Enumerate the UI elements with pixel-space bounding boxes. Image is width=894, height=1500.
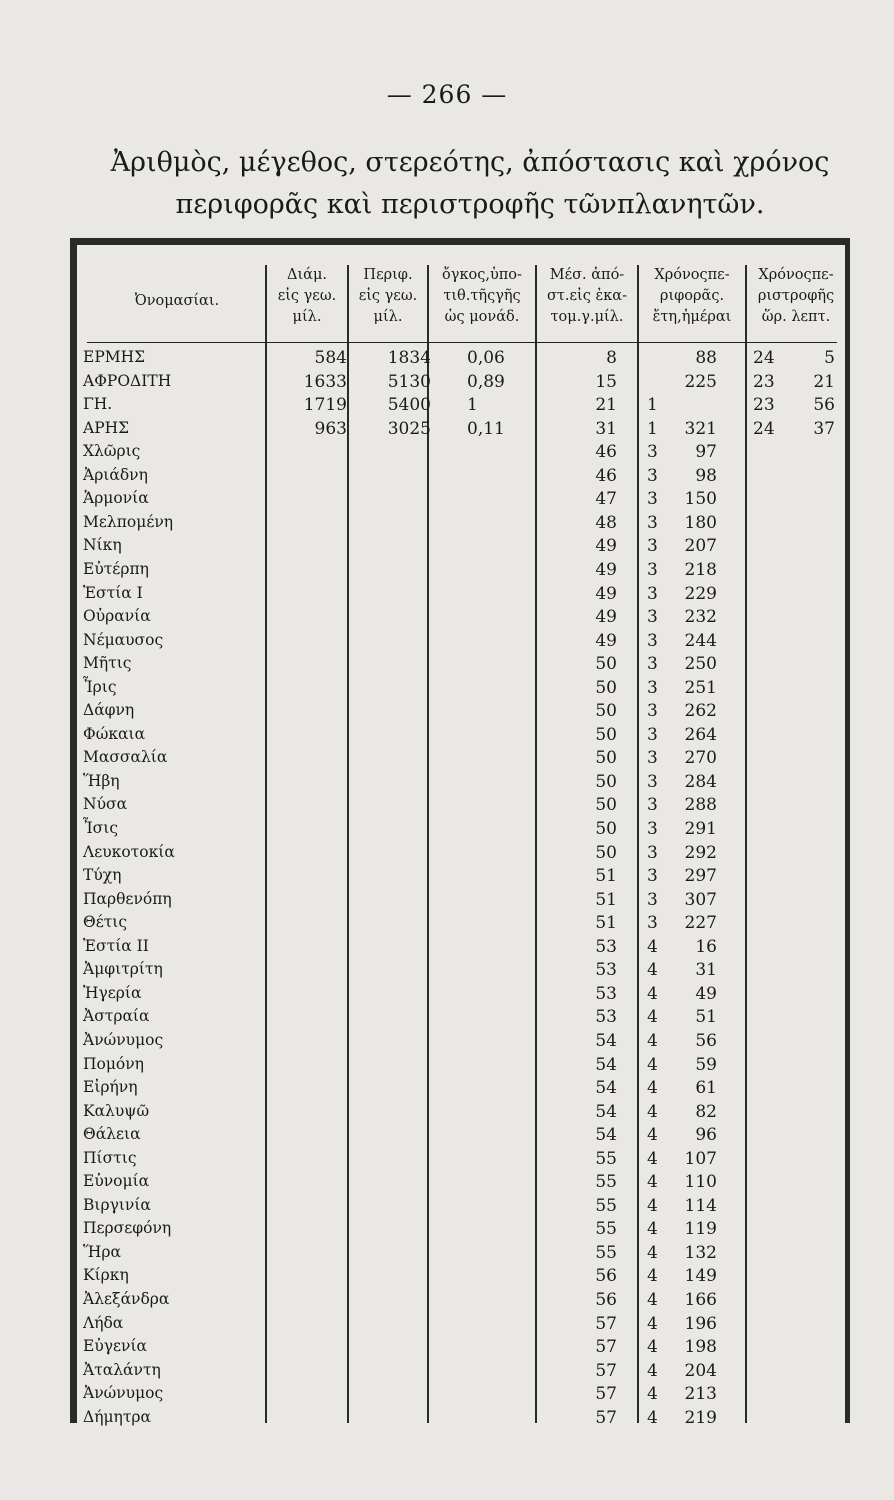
cell-yrs: 3: [647, 842, 658, 863]
page-title: [110, 142, 830, 226]
cell-yrs: 4: [647, 983, 658, 1004]
cell-name: Οὐρανία: [83, 607, 151, 626]
cell-mins: 37: [813, 418, 835, 439]
cell-days: 225: [684, 371, 717, 392]
cell-dist: 54: [595, 1030, 617, 1051]
cell-yrs: 4: [647, 936, 658, 957]
cell-yrs: 4: [647, 1219, 658, 1240]
cell-dist: 50: [595, 654, 617, 675]
cell-dist: 55: [595, 1148, 617, 1169]
cell-yrs: 4: [647, 1313, 658, 1334]
cell-yrs: 3: [647, 771, 658, 792]
cell-yrs: 4: [647, 1148, 658, 1169]
cell-name: Καλυψῶ: [83, 1101, 150, 1120]
cell-days: 229: [684, 583, 717, 604]
header-name: Ὀνομασίαι.: [134, 293, 220, 309]
header-volume: ὄγκος,ὑπο- τιθ.τῆςγῆς ὡς μονάδ.: [442, 267, 522, 325]
cell-days: 59: [695, 1054, 717, 1075]
cell-name: Ἀταλάντη: [83, 1360, 161, 1379]
table-row: [77, 913, 857, 937]
cell-dist: 50: [595, 771, 617, 792]
cell-dist: 57: [595, 1407, 617, 1428]
cell-name: Εὐνομία: [83, 1172, 150, 1191]
cell-name: ΑΦΡΟΔΙΤΗ: [83, 371, 172, 390]
table-row: [77, 513, 857, 537]
cell-days: 321: [684, 418, 717, 439]
table-row: [77, 536, 857, 560]
cell-name: Ἑστία Ι: [83, 583, 143, 602]
table-row: [77, 560, 857, 584]
cell-name: Πίστις: [83, 1148, 137, 1167]
cell-name: Νύσα: [83, 795, 128, 814]
cell-days: 150: [684, 489, 717, 510]
cell-dist: 55: [595, 1242, 617, 1263]
cell-dist: 54: [595, 1078, 617, 1099]
cell-name: Θάλεια: [83, 1125, 141, 1144]
cell-yrs: 4: [647, 1384, 658, 1405]
cell-dist: 46: [595, 442, 617, 463]
cell-yrs: 3: [647, 913, 658, 934]
table-row: [77, 395, 857, 419]
table-row: [77, 866, 857, 890]
cell-dist: 21: [595, 395, 617, 416]
cell-dist: 50: [595, 748, 617, 769]
cell-yrs: 1: [647, 395, 658, 416]
table-row: [77, 819, 857, 843]
cell-name: Πομόνη: [83, 1054, 144, 1073]
cell-name: Παρθενόπη: [83, 889, 172, 908]
cell-days: 219: [684, 1407, 717, 1428]
cell-diam: 1633: [303, 371, 347, 392]
cell-dist: 54: [595, 1054, 617, 1075]
cell-days: 56: [695, 1030, 717, 1051]
cell-days: 114: [684, 1195, 717, 1216]
cell-days: 244: [684, 630, 717, 651]
planet-table: [70, 238, 850, 1428]
table-row: [77, 1219, 857, 1243]
cell-name: Ἑστία ΙΙ: [83, 936, 149, 955]
cell-days: 132: [684, 1242, 717, 1263]
cell-yrs: 3: [647, 442, 658, 463]
cell-yrs: 3: [647, 607, 658, 628]
cell-dist: 49: [595, 583, 617, 604]
cell-days: 166: [684, 1290, 717, 1310]
cell-yrs: 1: [647, 418, 658, 439]
cell-days: 198: [684, 1337, 717, 1358]
cell-dist: 51: [595, 913, 617, 934]
table-row: [77, 584, 857, 608]
cell-days: 262: [684, 701, 717, 722]
cell-days: 270: [684, 748, 717, 769]
cell-yrs: 4: [647, 1054, 658, 1075]
cell-days: 250: [684, 654, 717, 675]
cell-yrs: 3: [647, 866, 658, 887]
cell-name: Δάφνη: [83, 701, 135, 720]
cell-days: 207: [684, 536, 717, 557]
cell-yrs: 4: [647, 1101, 658, 1122]
header-revolution-period: Χρόνοςπε- ριφορᾶς. ἔτη,ἡμέραι: [652, 267, 732, 325]
cell-days: 16: [695, 936, 717, 957]
cell-yrs: 3: [647, 630, 658, 651]
cell-perif: 5400: [387, 395, 431, 416]
table-row: [77, 1196, 857, 1220]
cell-dist: 51: [595, 889, 617, 910]
cell-dist: 49: [595, 630, 617, 651]
cell-days: 297: [684, 866, 717, 887]
table-row: [77, 1243, 857, 1267]
cell-yrs: 4: [647, 1078, 658, 1099]
cell-dist: 50: [595, 842, 617, 863]
cell-yrs: 4: [647, 1195, 658, 1216]
header-circumference: Περιφ. εἰς γεω. μίλ.: [358, 267, 418, 325]
cell-yrs: 4: [647, 1242, 658, 1263]
table-row: [77, 748, 857, 772]
cell-days: 82: [695, 1101, 717, 1122]
cell-name: Ἠγερία: [83, 983, 142, 1002]
cell-name: Εὐγενία: [83, 1337, 147, 1356]
table-row: [77, 960, 857, 984]
table-row: [77, 607, 857, 631]
cell-yrs: 4: [647, 1337, 658, 1358]
cell-yrs: 4: [647, 1407, 658, 1428]
cell-name: Μῆτις: [83, 654, 132, 673]
cell-name: Θέτις: [83, 913, 128, 932]
cell-dist: 57: [595, 1360, 617, 1381]
cell-dist: 8: [606, 348, 617, 368]
cell-diam: 584: [314, 348, 347, 368]
cell-yrs: 3: [647, 701, 658, 722]
cell-days: 232: [684, 607, 717, 628]
table-row: [77, 1172, 857, 1196]
cell-dist: 46: [595, 465, 617, 486]
header-rule: [87, 342, 837, 343]
cell-mins: 5: [824, 348, 835, 368]
cell-name: Λευκοτοκία: [83, 842, 175, 861]
table-row: [77, 701, 857, 725]
cell-days: 51: [695, 1007, 717, 1028]
cell-days: 107: [684, 1148, 717, 1169]
cell-yrs: 3: [647, 489, 658, 510]
cell-dist: 53: [595, 1007, 617, 1028]
cell-days: 61: [695, 1078, 717, 1099]
table-row: [77, 631, 857, 655]
table-row: [77, 1125, 857, 1149]
cell-ogk: 0,06: [467, 348, 505, 368]
table-row: [77, 1055, 857, 1079]
cell-days: 307: [684, 889, 717, 910]
table-row: [77, 984, 857, 1008]
cell-dist: 50: [595, 677, 617, 698]
cell-dist: 57: [595, 1313, 617, 1334]
table-row: [77, 1078, 857, 1102]
cell-days: 218: [684, 559, 717, 580]
cell-name: Ἀμφιτρίτη: [83, 960, 163, 979]
cell-days: 227: [684, 913, 717, 934]
table-row: [77, 654, 857, 678]
title-line-1: Ἀριθμὸς, μέγεθος, στερεότης, ἀπόστασις καὶ χρόνος: [110, 147, 830, 178]
cell-name: Περσεφόνη: [83, 1219, 172, 1238]
cell-dist: 53: [595, 983, 617, 1004]
cell-days: 196: [684, 1313, 717, 1334]
cell-perif: 5130: [387, 371, 431, 392]
header-diameter: Διάμ. εἰς γεω. μίλ.: [277, 267, 337, 325]
cell-days: 98: [695, 465, 717, 486]
cell-yrs: 3: [647, 819, 658, 839]
cell-dist: 57: [595, 1384, 617, 1405]
cell-hrs: 24: [753, 348, 775, 368]
cell-name: Ἀνώνυμος: [83, 1384, 164, 1403]
cell-dist: 49: [595, 536, 617, 557]
cell-days: 291: [684, 819, 717, 839]
cell-name: ΑΡΗΣ: [83, 418, 130, 437]
table-row: [77, 678, 857, 702]
cell-name: Ἶρις: [83, 677, 117, 696]
cell-name: Χλῶρις: [83, 442, 141, 461]
cell-days: 288: [684, 795, 717, 816]
cell-name: ΓΗ.: [83, 395, 113, 414]
cell-name: Νίκη: [83, 536, 122, 555]
cell-dist: 55: [595, 1195, 617, 1216]
cell-name: Ἥρα: [83, 1242, 121, 1261]
cell-yrs: 4: [647, 1290, 658, 1310]
cell-days: 284: [684, 771, 717, 792]
cell-yrs: 3: [647, 889, 658, 910]
cell-dist: 50: [595, 795, 617, 816]
cell-perif: 1834: [387, 348, 431, 368]
cell-yrs: 3: [647, 536, 658, 557]
table-row: [77, 795, 857, 819]
cell-mins: 21: [813, 371, 835, 392]
table-row: [77, 372, 857, 396]
cell-name: Ἀλεξάνδρα: [83, 1290, 170, 1308]
cell-dist: 48: [595, 512, 617, 533]
cell-dist: 53: [595, 960, 617, 981]
cell-yrs: 3: [647, 677, 658, 698]
cell-yrs: 3: [647, 748, 658, 769]
cell-dist: 56: [595, 1290, 617, 1310]
table-row: [77, 1384, 857, 1408]
cell-days: 292: [684, 842, 717, 863]
cell-dist: 47: [595, 489, 617, 510]
cell-dist: 56: [595, 1266, 617, 1287]
table-row: [77, 1149, 857, 1173]
cell-perif: 3025: [387, 418, 431, 439]
table-row: [77, 348, 857, 372]
table-row: [77, 419, 857, 443]
cell-dist: 55: [595, 1219, 617, 1240]
cell-name: Τύχη: [83, 866, 122, 885]
cell-name: Φώκαια: [83, 724, 146, 743]
cell-yrs: 3: [647, 795, 658, 816]
table-row: [77, 890, 857, 914]
cell-dist: 54: [595, 1101, 617, 1122]
table-row: [77, 937, 857, 961]
cell-days: 264: [684, 724, 717, 745]
cell-yrs: 4: [647, 1266, 658, 1287]
table-row: [77, 489, 857, 513]
cell-mins: 56: [813, 395, 835, 416]
cell-diam: 963: [314, 418, 347, 439]
cell-dist: 50: [595, 724, 617, 745]
cell-yrs: 4: [647, 1360, 658, 1381]
cell-dist: 55: [595, 1172, 617, 1193]
cell-name: Ἀριάδνη: [83, 465, 148, 484]
table-row: [77, 1290, 857, 1314]
header-distance: Μέσ. ἀπό- στ.εἰς ἑκα- τομ.γ.μίλ.: [547, 267, 627, 325]
cell-name: Λήδα: [83, 1313, 124, 1332]
table-row: [77, 772, 857, 796]
cell-yrs: 4: [647, 1007, 658, 1028]
cell-days: 213: [684, 1384, 717, 1405]
cell-dist: 51: [595, 866, 617, 887]
cell-name: Μασσαλία: [83, 748, 168, 767]
cell-yrs: 4: [647, 1125, 658, 1146]
cell-yrs: 3: [647, 465, 658, 486]
table-row: [77, 1337, 857, 1361]
cell-dist: 49: [595, 607, 617, 628]
cell-hrs: 23: [753, 395, 775, 416]
cell-dist: 53: [595, 936, 617, 957]
cell-name: Ἥβη: [83, 771, 120, 790]
cell-yrs: 3: [647, 583, 658, 604]
cell-days: 204: [684, 1360, 717, 1381]
cell-dist: 57: [595, 1337, 617, 1358]
cell-diam: 1719: [303, 395, 347, 416]
cell-days: 88: [695, 348, 717, 368]
cell-dist: 31: [595, 418, 617, 439]
cell-name: Νέμαυσος: [83, 630, 164, 649]
cell-days: 251: [684, 677, 717, 698]
cell-name: Εὐτέρπη: [83, 559, 149, 578]
table-row: [77, 1102, 857, 1126]
cell-days: 119: [684, 1219, 717, 1240]
cell-name: Κίρκη: [83, 1266, 129, 1285]
table-row: [77, 725, 857, 749]
table-row: [77, 1031, 857, 1055]
cell-name: Δήμητρα: [83, 1407, 151, 1426]
cell-yrs: 3: [647, 724, 658, 745]
header-rotation-period: Χρόνοςπε- ριστροφῆς ὥρ. λεπτ.: [757, 267, 835, 325]
cell-name: Ἶσις: [83, 819, 119, 837]
cell-yrs: 4: [647, 1030, 658, 1051]
cell-dist: 54: [595, 1125, 617, 1146]
cell-yrs: 3: [647, 654, 658, 675]
cell-dist: 15: [595, 371, 617, 392]
cell-name: Ἀστραία: [83, 1007, 150, 1026]
cell-yrs: 3: [647, 512, 658, 533]
cell-days: 31: [695, 960, 717, 981]
table-row: [77, 1266, 857, 1290]
cell-hrs: 23: [753, 371, 775, 392]
title-line-2: περιφορᾶς καὶ περιστροφῆς τῶνπλανητῶν.: [175, 189, 765, 220]
cell-days: 180: [684, 512, 717, 533]
cell-dist: 50: [595, 701, 617, 722]
cell-dist: 50: [595, 819, 617, 839]
cell-days: 96: [695, 1125, 717, 1146]
cell-yrs: 4: [647, 1172, 658, 1193]
table-row: [77, 1408, 857, 1432]
cell-hrs: 24: [753, 418, 775, 439]
cell-name: Εἰρήνη: [83, 1078, 138, 1097]
table-row: [77, 843, 857, 867]
cell-days: 97: [695, 442, 717, 463]
cell-ogk: 0,89: [467, 371, 505, 392]
page-number: — 266 —: [386, 80, 508, 109]
cell-days: 110: [684, 1172, 717, 1193]
table-row: [77, 1007, 857, 1031]
cell-dist: 49: [595, 559, 617, 580]
cell-name: ΕΡΜΗΣ: [83, 348, 146, 366]
table-row: [77, 466, 857, 490]
cell-yrs: 3: [647, 559, 658, 580]
cell-name: Μελπομένη: [83, 512, 174, 531]
table-row: [77, 442, 857, 466]
cell-name: Ἀνώνυμος: [83, 1030, 164, 1049]
cell-name: Ἁρμονία: [83, 489, 149, 508]
cell-ogk: 0,11: [467, 418, 505, 439]
cell-name: Βιργινία: [83, 1195, 151, 1214]
table-row: [77, 1314, 857, 1338]
table-row: [77, 1361, 857, 1385]
cell-ogk: 1: [467, 395, 478, 416]
cell-days: 149: [684, 1266, 717, 1287]
cell-yrs: 4: [647, 960, 658, 981]
cell-days: 49: [695, 983, 717, 1004]
